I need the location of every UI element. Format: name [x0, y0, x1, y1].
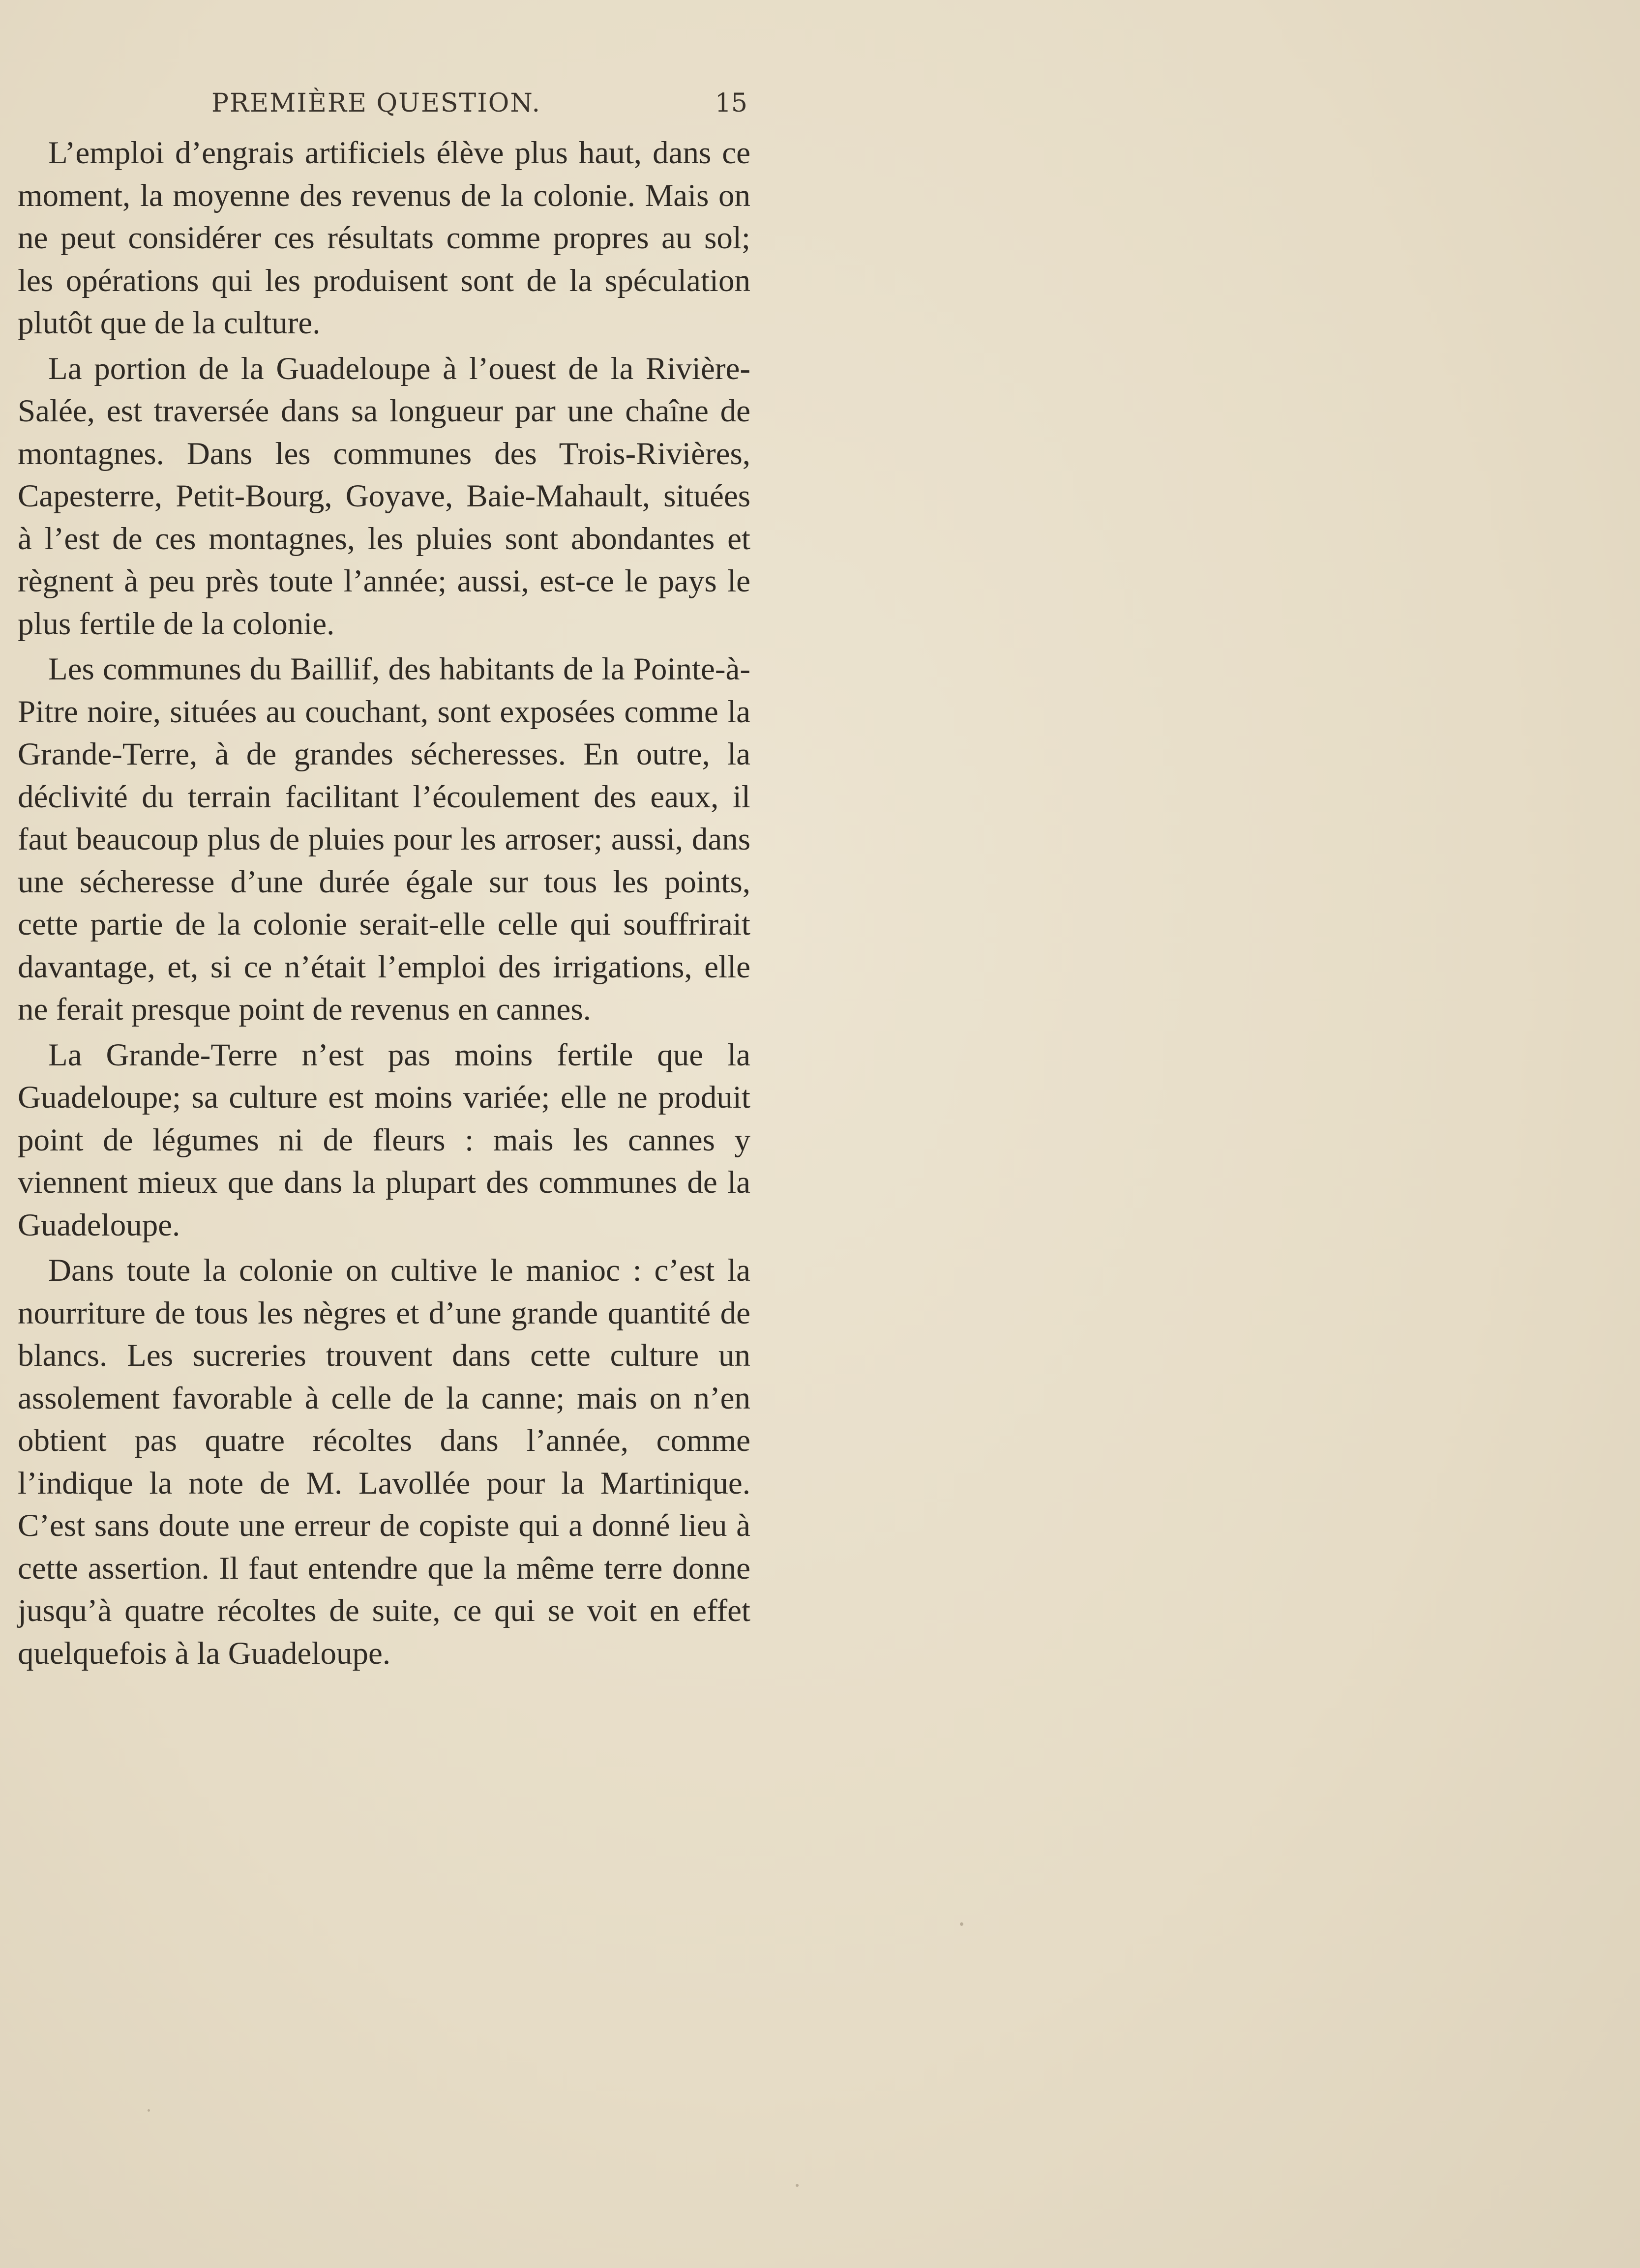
running-head: [211, 88, 747, 128]
paragraph-3: Les communes du Baillif, des habitants de la Pointe-à-Pitre noire, situées au couchant, sont exposées comme la Grande-Terre, à de grandes sécheresses. En outre, la déclivité du terrain facilitant l’écoulement des eaux, il faut beaucoup plus de pluies pour les arroser; aussi, dans une sécheresse d’une durée égale sur tous les points, cette partie de la colonie serait-elle celle qui souffrirait davantage, et, si ce n’était l’emploi des irrigations, elle ne ferait presque point de revenus en cannes.: [18, 651, 750, 1027]
paragraph-1: L’emploi d’engrais artificiels élève plus haut, dans ce moment, la moyenne des revenus de la colonie. Mais on ne peut considérer ces résultats comme propres au sol; les opérations qui les produisent sont de la spéculation plutôt que de la culture.: [18, 135, 750, 341]
paper-speck: [148, 2109, 150, 2112]
paragraph-2: La portion de la Guadeloupe à l’ouest de la Rivière-Salée, est traversée dans sa longueur par une chaîne de montagnes. Dans les communes des Trois-Rivières, Capesterre, Petit-Bourg, Goyave, Baie-Mahault, situées à l’est de ces montagnes, les pluies sont abondantes et règnent à peu près toute l’année; aussi, est-ce le pays le plus fertile de la colonie.: [18, 351, 750, 642]
paragraph-4: La Grande-Terre n’est pas moins fertile que la Guadeloupe; sa culture est moins variée; elle ne produit point de légumes ni de fleurs : mais les cannes y viennent mieux que dans la plupart des communes de la Guadeloupe.: [18, 1037, 750, 1243]
paragraph-5: Dans toute la colonie on cultive le manioc : c’est la nourriture de tous les nègres et d’une grande quantité de blancs. Les sucreries trouvent dans cette culture un assolement favorable à celle de la canne; mais on n’en obtient pas quatre récoltes dans l’année, comme l’indique la note de M. Lavollée pour la Martinique. C’est sans doute une erreur de copiste qui a donné lieu à cette assertion. Il faut entendre que la même terre donne jusqu’à quatre récoltes de suite, ce qui se voit en effet quelquefois à la Guadeloupe.: [18, 1253, 750, 1671]
body-text: [18, 132, 750, 1678]
page-number: 15: [715, 88, 747, 118]
paper-speck: [796, 2184, 799, 2187]
running-title: PREMIÈRE QUESTION.: [211, 88, 541, 118]
paper-speck: [960, 1922, 963, 1926]
